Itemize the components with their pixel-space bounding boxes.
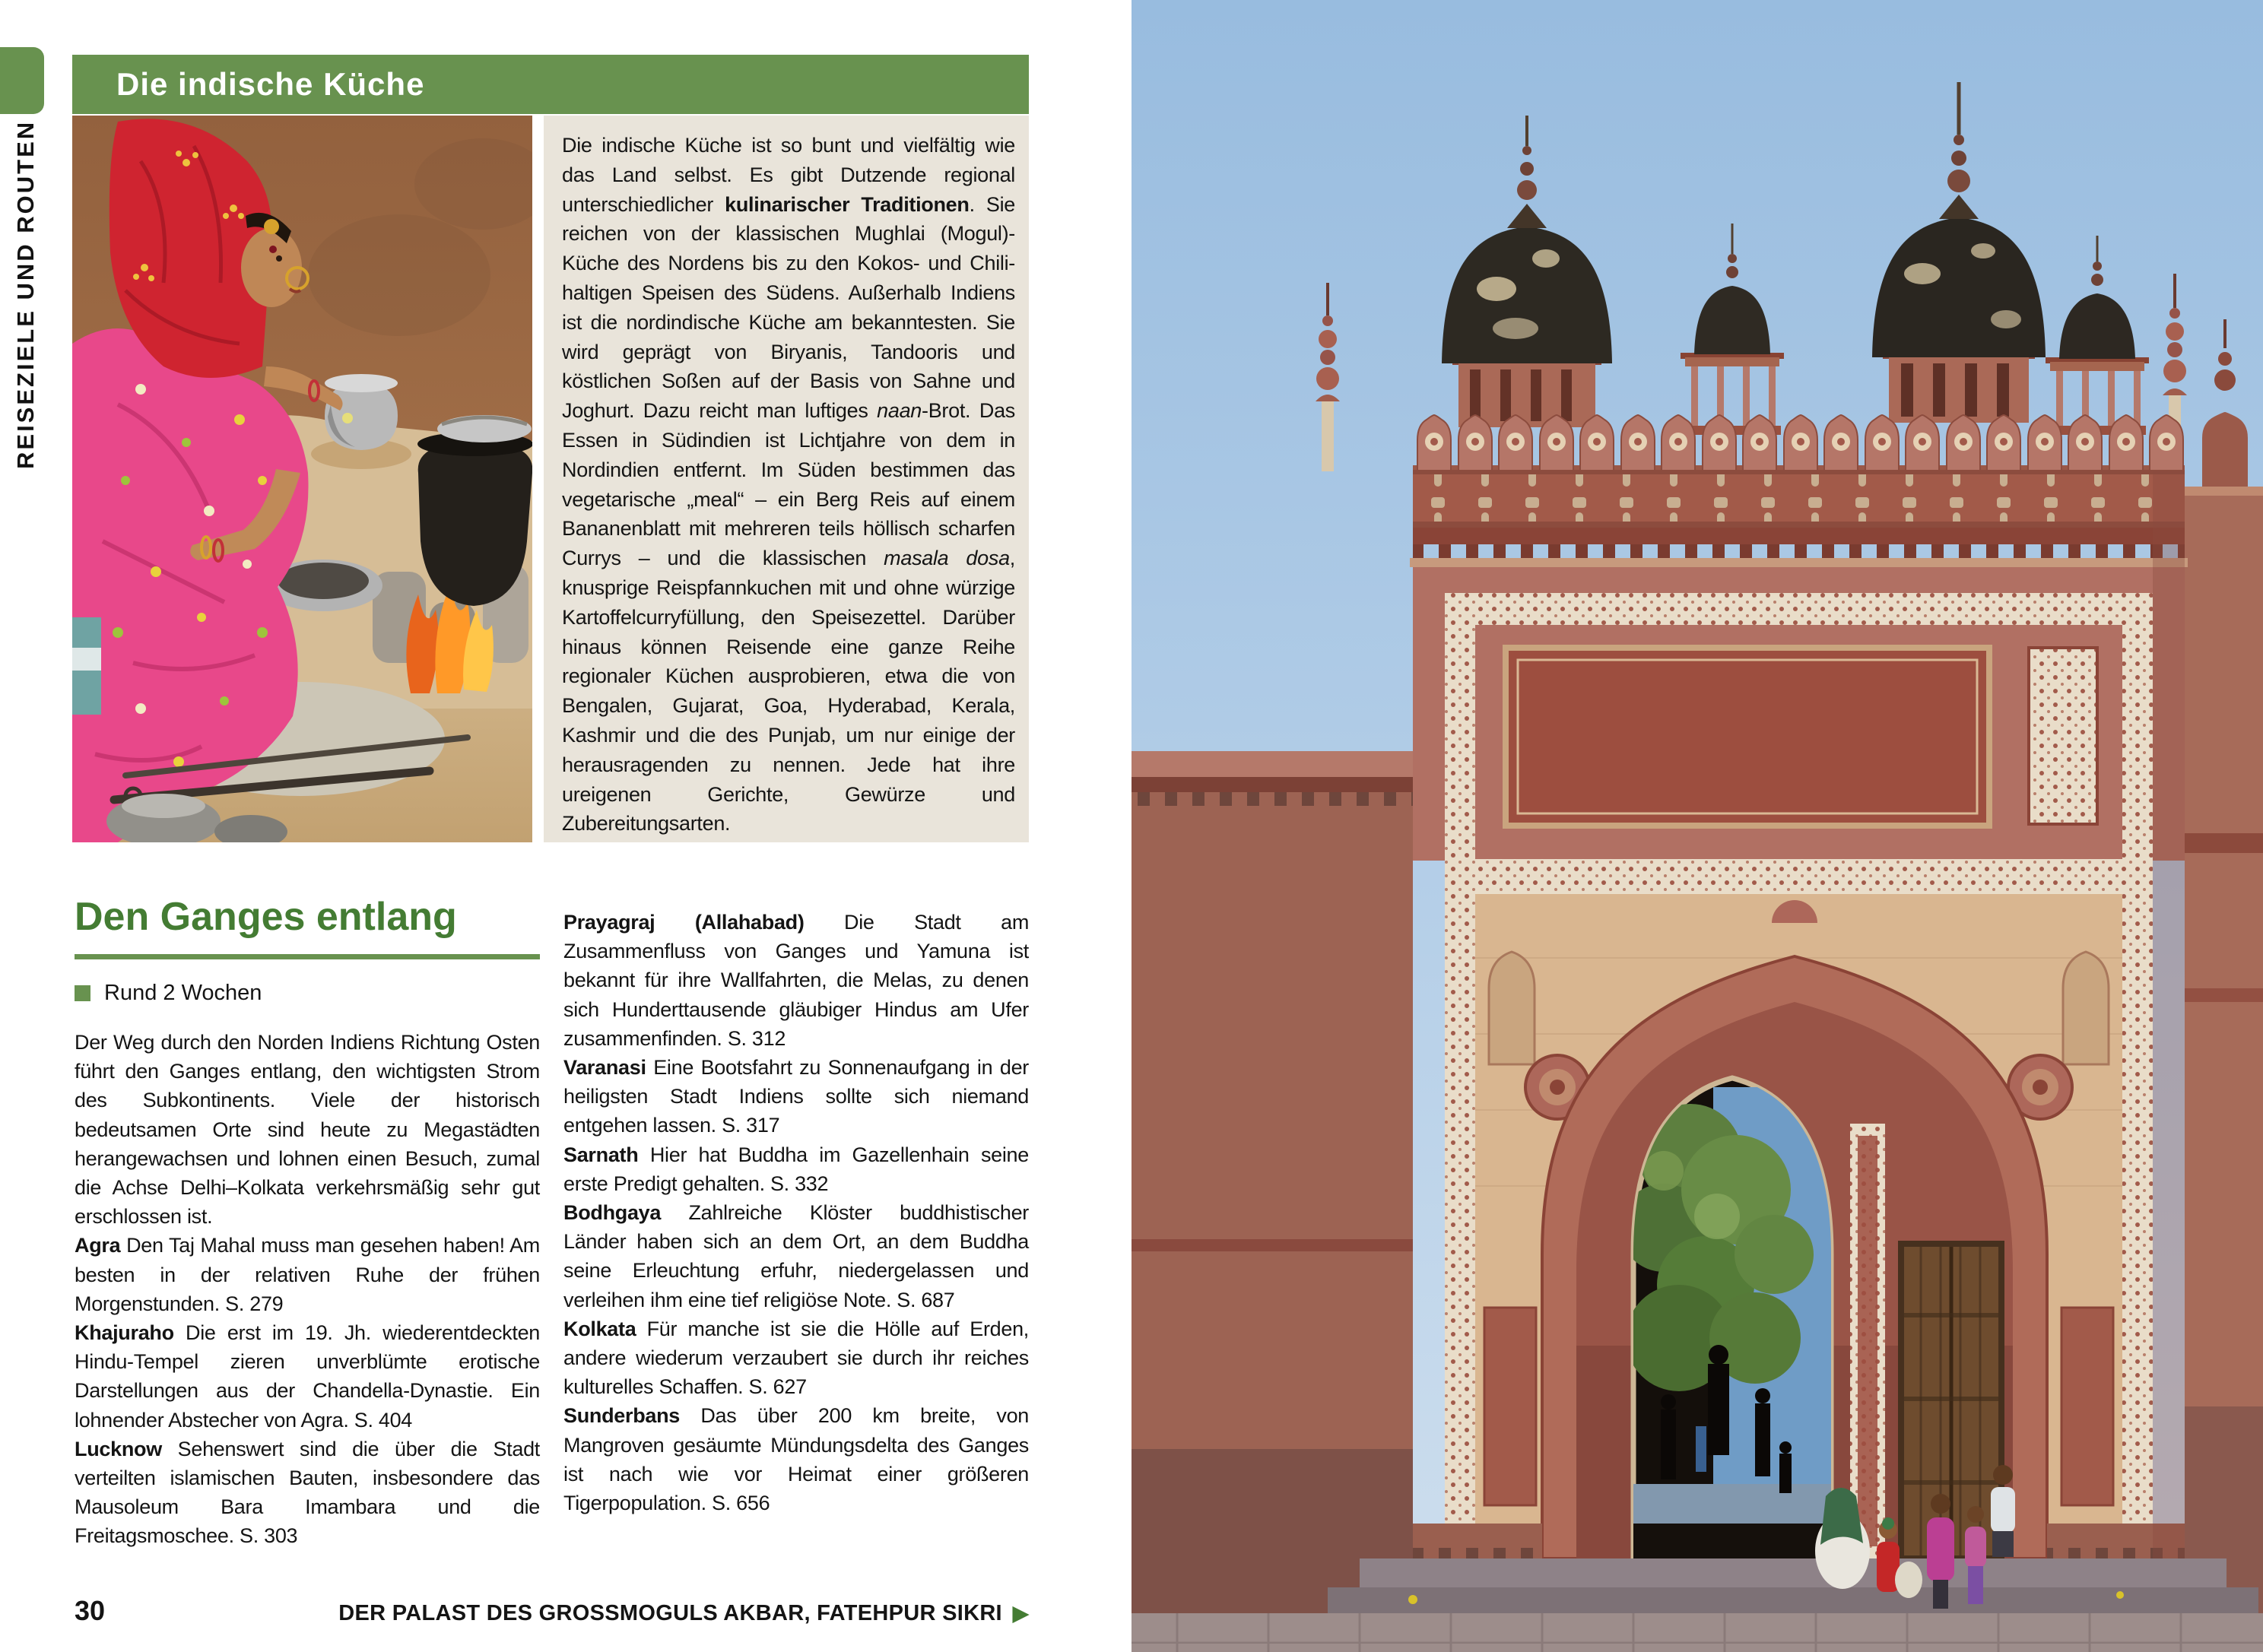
route-entry-name: Sunderbans: [563, 1404, 681, 1428]
wooden-door: [1901, 1244, 2001, 1558]
passage-view: [1620, 1087, 1835, 1566]
section-tab: [0, 47, 44, 114]
heading-rule: [75, 954, 540, 959]
inlay-panel: [2029, 648, 2097, 824]
route-entry: Prayagraj (Allahabad) Die Stadt am Zusammenfluss von Ganges und Yamuna ist bekannt für ihre Wallfahrten, die Melas, zu denen sich Hunderttausende gläubiger Hindus am Ufer zusammenfinden. S. 312: [563, 911, 1030, 1050]
page-number: 30: [75, 1595, 106, 1626]
cuisine-text: Die indische Küche ist so bunt und vielfältig wie das Land selbst. Es gibt Dutzende regional unterschiedlicher kulinarischer Traditionen. Sie reichen von der klassischen Mughlai (Mogul)-Küche des Nordens bis zu den Kokos- und Chili-haltigen Speisen des Südens. Außerhalb Indiens ist die nordindische Küche am bekanntesten. Sie wird geprägt von Biryanis, Tandooris und köstlichen Soßen auf der Basis von Sahne und Joghurt. Dazu reicht man luftiges naan-Brot. Das Essen in Südindien ist Lichtjahre von dem in Nordindien entfernt. Im Süden bestimmen das vegetarische „meal“ – ein Berg Reis auf einem Bananenblatt mit mehreren teils höllisch scharfen Currys – und die klassischen masala dosa, knusprige Reispfannkuchen mit und ohne würzige Kartoffelcurryfüllung, den Speisezettel. Darüber hinaus können Reisende eine ganze Reihe regionaler Küchen ausprobieren, etwa die von Bengalen, Gujarat, Goa, Hyderabad, Kerala, Kashmir und die des Punjab, um nur einige der herausragenden zu nennen. Jede hat ihre ureigenen Gerichte, Gewürze und Zubereitungsarten.: [562, 134, 1016, 836]
section-header-bar: [72, 55, 1029, 114]
route-entry-name: Lucknow: [75, 1437, 162, 1460]
route-entry: Sarnath Hier hat Buddha im Gazellenhain seine erste Predigt gehalten. S. 332: [563, 1143, 1029, 1195]
route-entry: Bodhgaya Zahlreiche Klöster buddhistischer Länder haben sich an dem Ort, an dem Buddha seine Erleuchtung erfuhr, niedergelassen und verleihen ihm eine tief religiöse Note. S. 687: [563, 1201, 1029, 1311]
route-duration-label: Rund 2 Wochen: [104, 981, 262, 1005]
balustrade: [1413, 474, 2185, 523]
tin-can: [72, 617, 101, 715]
gate-facade: [1410, 415, 2188, 1566]
route-entry-name: Agra: [75, 1234, 121, 1257]
red-panel: [1506, 648, 1989, 826]
gold-head-ornament: [264, 219, 279, 234]
cuisine-info-box: [544, 116, 1029, 842]
route-entry-name: Prayagraj (Allahabad): [563, 911, 805, 934]
left-side-wall: [1132, 751, 1413, 1618]
route-entry-name: Kolkata: [563, 1317, 636, 1340]
route-entries-right: [563, 908, 1029, 1517]
pier-niche-left: [1489, 952, 1535, 1064]
route-entry: Kolkata Für manche ist sie die Hölle auf Erden, andere wiederum verzaubert sie durch ihr reiches kulturelles Schaffen. S. 627: [563, 1317, 1029, 1399]
route-section-heading: Den Ganges entlang: [75, 895, 457, 939]
route-entry: Khajuraho Die erst im 19. Jh. wiederentdeckten Hindu-Tempel zieren unverblümte erotische Darstellungen aus der Chandella-Dynastie. Ein lohnender Abstecher von Agra. S. 404: [75, 1321, 540, 1432]
route-column-left: [75, 1028, 540, 1551]
route-entry-name: Varanasi: [563, 1056, 646, 1080]
route-intro: Der Weg durch den Norden Indiens Richtung Osten führt den Ganges entlang, den wichtigsten Strom des Subkontinents. Viele der historisch bedeutsamen Orte sind heute zu Megastädten herangewachsen und lohnen einen Besuch, zumal die Achse Delhi–Kolkata verkehrsmäßig sehr gut erschlossen ist.: [75, 1031, 540, 1229]
route-column-right: [563, 908, 1029, 1517]
route-entry-name: Khajuraho: [75, 1321, 174, 1345]
sidebar-vertical-label: REISEZIELE UND ROUTEN: [12, 119, 39, 469]
photo-caption: [338, 1601, 1029, 1626]
gate-illustration: [1132, 0, 2263, 1652]
cornice: [1413, 528, 2185, 544]
right-side-wall: [2185, 319, 2263, 1613]
route-duration: [75, 981, 262, 1006]
route-entry: Agra Den Taj Mahal muss man gesehen haben! Am besten in der relativen Ruhe der frühen Morgenstunden. S. 279: [75, 1234, 540, 1315]
route-entry: Lucknow Sehenswert sind die über die Stadt verteilten islamischen Bauten, insbesondere das Mausoleum Bara Imambara und die Freitagsmoschee. S. 303: [75, 1437, 540, 1548]
route-entries-left: [75, 1231, 540, 1550]
route-entry-name: Bodhgaya: [563, 1201, 662, 1225]
route-entry-name: Sarnath: [563, 1143, 639, 1166]
section-header-title: Die indische Küche: [116, 66, 425, 102]
caption-arrow-icon: ▶: [1012, 1602, 1029, 1625]
photo-caption-text: DER PALAST DES GROSSMOGULS AKBAR, FATEHPUR SIKRI: [338, 1601, 1002, 1625]
black-cooking-pot: [417, 415, 532, 606]
route-entry: Sunderbans Das über 200 km breite, von Mangroven gesäumte Mündungsdelta des Ganges ist nach wie vor Heimat einer größeren Tigerpopulation. S. 656: [563, 1404, 1029, 1515]
square-bullet-icon: [75, 985, 90, 1001]
route-entry: Varanasi Eine Bootsfahrt zu Sonnenaufgang in der heiligsten Stadt Indiens sollte sich niemand entgehen lassen. S. 317: [563, 1056, 1029, 1137]
fatehpur-sikri-photo: [1132, 0, 2263, 1652]
woman-cooking-photo: [72, 116, 532, 842]
woman-cooking-illustration: [72, 116, 532, 842]
bindi: [269, 246, 277, 253]
pier-niche-right: [2063, 952, 2109, 1064]
